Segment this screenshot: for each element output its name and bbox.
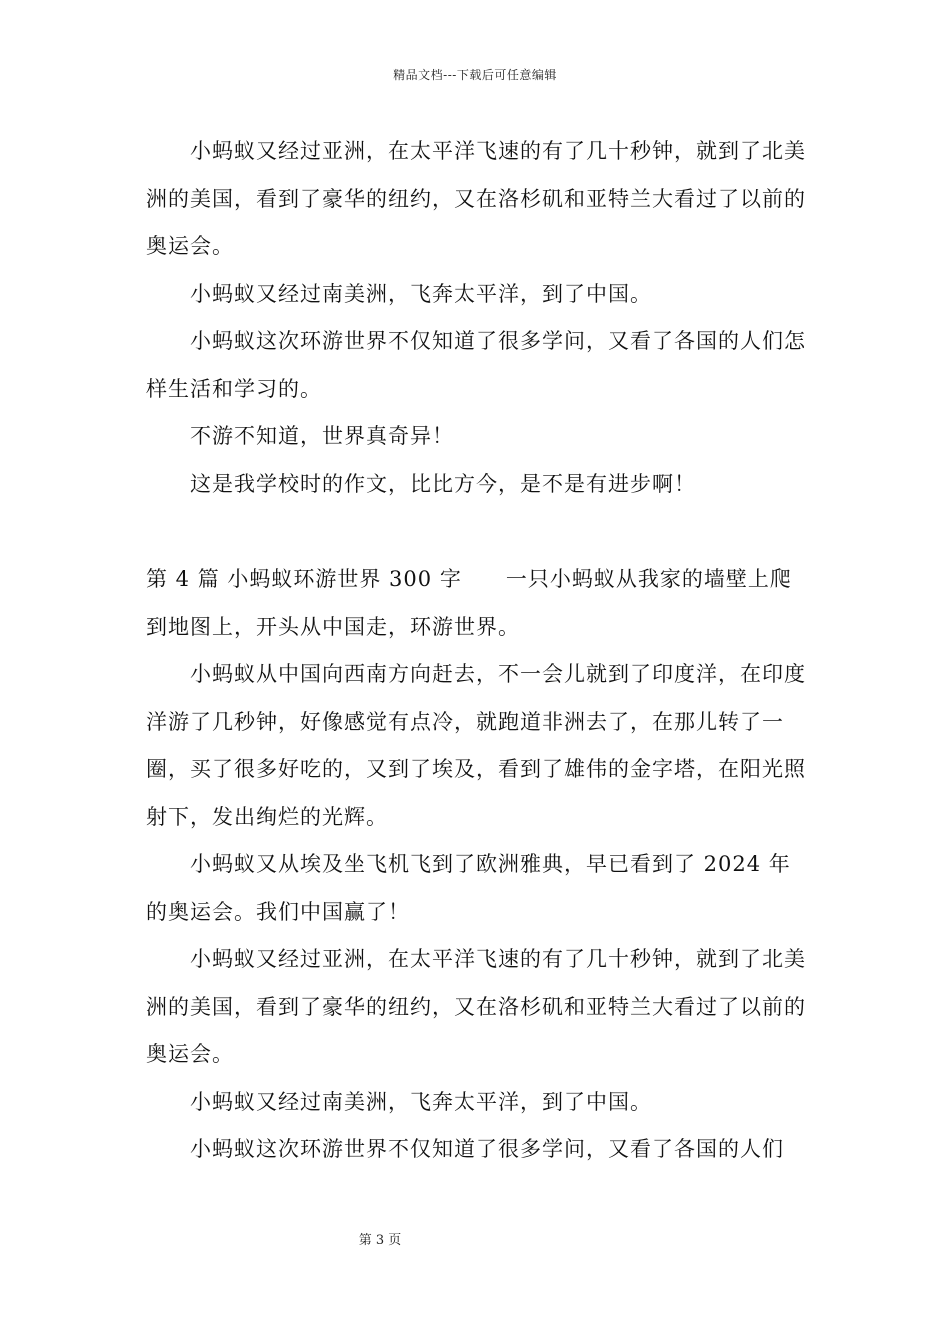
section-paragraph: [146, 556, 808, 651]
paragraph: 小蚂蚁又经过南美洲，飞奔太平洋，到了中国。: [190, 1089, 652, 1114]
page-header: 精品文档---下载后可任意编辑: [393, 68, 557, 82]
paragraph: 小蚂蚁又从埃及坐飞机飞到了欧洲雅典，早已看到了 2024 年的奥运会。我们中国赢了！: [146, 852, 791, 924]
paragraph: 这是我学校时的作文，比比方今，是不是有进步啊！: [190, 471, 696, 496]
paragraph: 小蚂蚁这次环游世界不仅知道了很多学问，又看了各国的人们: [190, 1137, 784, 1161]
paragraph: 小蚂蚁又经过亚洲，在太平洋飞速的有了几十秒钟，就到了北美洲的美国，看到了豪华的纽约，又在洛杉矶和亚特兰大看过了以前的奥运会。: [146, 947, 806, 1066]
section-first-text: 一只小蚂蚁从我家的墙壁上爬到地图上，开头从中国走，环游世界。: [146, 567, 792, 639]
section-gap: [146, 508, 808, 556]
paragraph: 小蚂蚁这次环游世界不仅知道了很多学问，又看了各国的人们怎样生活和学习的。: [146, 329, 806, 401]
paragraph: 不游不知道，世界真奇异！: [190, 424, 454, 448]
paragraph: 小蚂蚁又经过亚洲，在太平洋飞速的有了几十秒钟，就到了北美洲的美国，看到了豪华的纽约，又在洛杉矶和亚特兰大看过了以前的奥运会。: [146, 139, 806, 258]
paragraph: 小蚂蚁从中国向西南方向赶去，不一会儿就到了印度洋，在印度洋游了几秒钟，好像感觉有点冷，就跑道非洲去了，在那儿转了一圈，买了很多好吃的，又到了埃及，看到了雄伟的金字塔，在阳光照射下，发出绚烂的光辉。: [146, 662, 806, 829]
paragraph: 小蚂蚁又经过南美洲，飞奔太平洋，到了中国。: [190, 281, 652, 306]
page-footer: 第 3 页: [358, 1233, 402, 1248]
document-body: [146, 128, 808, 1174]
section-title: 第 4 篇 小蚂蚁环游世界 300 字: [146, 567, 462, 591]
